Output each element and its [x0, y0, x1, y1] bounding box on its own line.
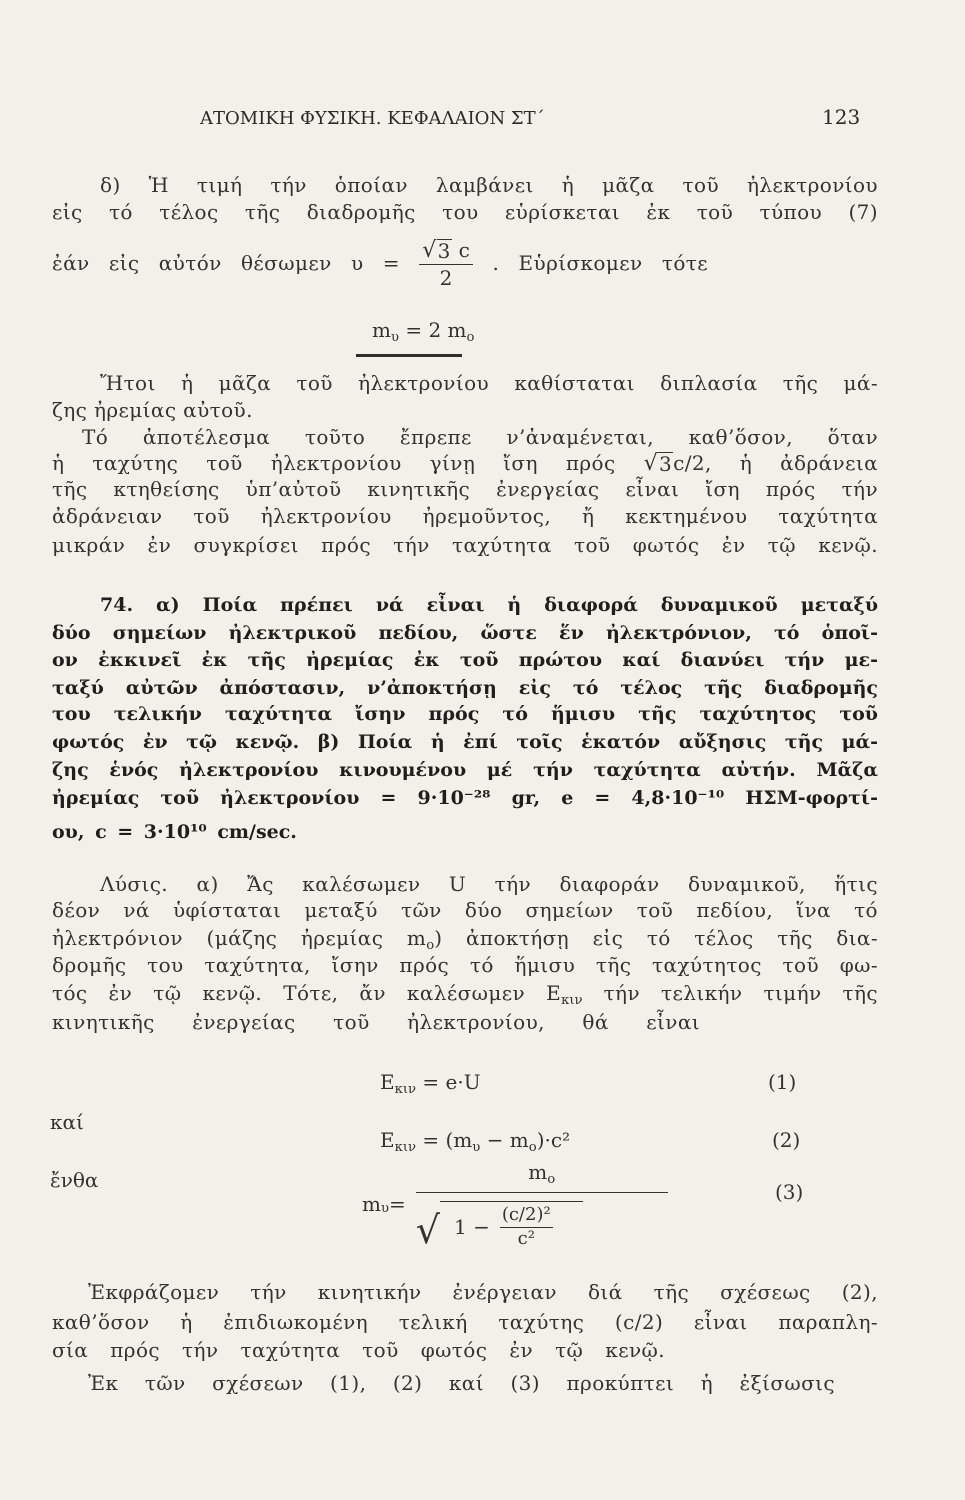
- text-line: τῆς κτηθείσης ὑπ’αὐτοῦ κινητικῆς ἐνεργείας εἶναι ἴση πρός τήν: [52, 477, 878, 501]
- symbol: m: [372, 318, 391, 342]
- symbol: E: [380, 1128, 395, 1152]
- subscript: υ: [380, 1200, 389, 1216]
- radical-sign: √: [422, 238, 437, 263]
- text-line: μικράν ἐν συγκρίσει πρός τήν ταχύτητα τοῦ φωτός ἐν τῷ κενῷ.: [52, 533, 878, 557]
- solution-line: [52, 980, 878, 1007]
- text-fragment: ἠλεκτρόνιον (μάζης ἠρεμίας m: [52, 926, 427, 950]
- subscript: υ: [472, 1140, 481, 1156]
- fraction-denominator: 2: [439, 266, 453, 290]
- inner-fraction: [500, 1205, 553, 1249]
- formula-part: )·c²: [536, 1128, 571, 1152]
- equation-2: [380, 1126, 570, 1158]
- text-fragment: ) ἀποκτήσῃ εἰς τό τέλος τῆς δια-: [434, 926, 878, 950]
- square-root: [644, 452, 674, 475]
- text-line-with-root: [52, 450, 878, 477]
- text-line: δ) Ἡ τιμή τήν ὁποίαν λαμβάνει ἡ μᾶζα τοῦ ἠλεκτρονίου: [100, 173, 878, 197]
- text-line-with-fraction: [52, 235, 878, 291]
- subscript: o: [547, 1172, 556, 1188]
- result-underline: [356, 354, 462, 357]
- equation-number: (2): [772, 1128, 801, 1152]
- solution-line: Λύσις. α) Ἄς καλέσωμεν U τήν διαφοράν δυναμικοῦ, ἥτις: [100, 872, 878, 896]
- formula-rhs: = 2 m: [405, 318, 467, 342]
- radical-sign: √: [643, 451, 659, 476]
- equation-3: [362, 1156, 668, 1252]
- solution-line: δέον νά ὑφίσταται μεταξύ τῶν δύο σημείων τοῦ πεδίου, ἵνα τό: [52, 898, 878, 922]
- radicand: [440, 1201, 583, 1249]
- text-line: ζης ἠρεμίας αὐτοῦ.: [52, 398, 253, 422]
- page-number: 123: [822, 105, 861, 129]
- subscript: o: [426, 938, 435, 954]
- text-line: Ἤτοι ἡ μᾶζα τοῦ ἠλεκτρονίου καθίσταται διπλασία τῆς μά-: [100, 371, 878, 395]
- formula-part: = (m: [422, 1128, 473, 1152]
- subscript: υ: [390, 330, 399, 346]
- subscript: κιν: [394, 1140, 417, 1156]
- text-fragment: . Εὑρίσκομεν τότε: [492, 251, 708, 275]
- formula-part: 1 −: [453, 1215, 490, 1239]
- mass-fraction: [415, 1159, 668, 1253]
- problem-line: ον ἐκκινεῖ ἐκ τῆς ἠρεμίας ἐκ τοῦ πρώτου καί διανύει τήν με-: [52, 649, 878, 671]
- radical-sign: √: [415, 1208, 440, 1253]
- problem-line: φωτός ἐν τῷ κενῷ. β) Ποία ἡ ἐπί τοῖς ἑκατόν αὔξησις τῆς μά-: [52, 731, 878, 753]
- text-fragment: ἡ ταχύτης τοῦ ἠλεκτρονίου γίνῃ ἴση πρός: [52, 451, 616, 475]
- subscript: o: [466, 330, 475, 346]
- text-fragment: ἐάν εἰς αὐτόν θέσωμεν υ =: [52, 251, 400, 275]
- equals-sign: =: [389, 1192, 406, 1216]
- problem-line: δύο σημείων ἠλεκτρικοῦ πεδίου, ὥστε ἕν ἠλεκτρόνιον, τό ὁποῖ-: [52, 622, 878, 644]
- radicand: 3: [437, 239, 451, 263]
- subscript: o: [528, 1140, 537, 1156]
- subscript: κιν: [394, 1082, 417, 1098]
- solution-line: καθ’ὅσον ἡ ἐπιδιωκομένη τελική ταχύτης (c/2) εἶναι παραπλη-: [52, 1310, 878, 1334]
- text-fragment: τός ἐν τῷ κενῷ. Τότε, ἄν καλέσωμεν E: [52, 981, 562, 1005]
- equation-number: (1): [768, 1070, 797, 1094]
- square-root: [422, 239, 452, 262]
- problem-line: ταξύ αὐτῶν ἀπόστασιν, ν’ἀποκτήσῃ εἰς τό τέλος τῆς διαδρομῆς: [52, 677, 878, 699]
- text-fragment: c/2, ἡ ἀδράνεια: [673, 451, 878, 475]
- problem-line: ου, c = 3·10¹⁰ cm/sec.: [52, 821, 297, 843]
- fraction-denominator: [415, 1193, 668, 1253]
- formula-rhs: = e·U: [422, 1070, 481, 1094]
- solution-line: Ἐκ τῶν σχέσεων (1), (2) καί (3) προκύπτει ἡ ἐξίσωσις: [88, 1371, 835, 1395]
- text-line: Τό ἀποτέλεσμα τοῦτο ἔπρεπε ν’ἀναμένεται, καθ’ὅσον, ὅταν: [82, 425, 878, 449]
- symbol: m: [362, 1192, 381, 1216]
- numerator-symbol: c: [458, 238, 471, 262]
- fraction-numerator: [419, 239, 473, 265]
- formula-part: − m: [486, 1128, 529, 1152]
- inner-numerator: (c/2)²: [500, 1205, 553, 1228]
- problem-line: του τελικήν ταχύτητα ἴσην πρός τό ἥμισυ τῆς ταχύτητος τοῦ: [52, 703, 878, 725]
- connector-word: ἔνθα: [50, 1168, 99, 1192]
- problem-line: 74. α) Ποία πρέπει νά εἶναι ἡ διαφορά δυναμικοῦ μεταξύ: [100, 594, 878, 616]
- subscript: κιν: [561, 993, 583, 1009]
- result-formula: [372, 316, 474, 348]
- text-line: ἀδράνειαν τοῦ ἠλεκτρονίου ἠρεμοῦντος, ἤ κεκτημένου ταχύτητα: [52, 504, 878, 528]
- running-title: ΑΤΟΜΙΚΗ ΦΥΣΙΚΗ. ΚΕΦΑΛΑΙΟΝ ΣΤ΄: [200, 108, 545, 129]
- inner-denominator: c²: [517, 1227, 535, 1249]
- fraction-numerator: [416, 1159, 668, 1193]
- radicand: 3: [659, 452, 673, 476]
- problem-line: ἠρεμίας τοῦ ἠλεκτρονίου = 9·10⁻²⁸ gr, e = 4,8·10⁻¹⁰ ΗΣΜ-φορτί-: [52, 787, 878, 809]
- solution-line: δρομῆς του ταχύτητα, ἴσην πρός τό ἥμισυ τῆς ταχύτητος τοῦ φω-: [52, 953, 878, 977]
- connector-word: καί: [50, 1110, 84, 1134]
- solution-line: Ἐκφράζομεν τήν κινητικήν ἐνέργειαν διά τῆς σχέσεως (2),: [88, 1280, 878, 1304]
- velocity-fraction: [419, 239, 473, 290]
- solution-line: [52, 925, 878, 952]
- equation-1: [380, 1068, 481, 1100]
- symbol: m: [528, 1159, 548, 1184]
- equation-number: (3): [775, 1180, 804, 1204]
- text-line: εἰς τό τέλος τῆς διαδρομῆς του εὑρίσκεται ἐκ τοῦ τύπου (7): [52, 200, 878, 224]
- symbol: E: [380, 1070, 395, 1094]
- solution-line: σία πρός τήν ταχύτητα τοῦ φωτός ἐν τῷ κενῷ.: [52, 1338, 665, 1362]
- solution-line: κινητικῆς ἐνεργείας τοῦ ἠλεκτρονίου, θά εἶναι: [52, 1010, 700, 1034]
- problem-line: ζης ἑνός ἠλεκτρονίου κινουμένου μέ τήν ταχύτητα αὐτήν. Μᾶζα: [52, 759, 878, 781]
- text-fragment: τήν τελικήν τιμήν τῆς: [603, 981, 879, 1005]
